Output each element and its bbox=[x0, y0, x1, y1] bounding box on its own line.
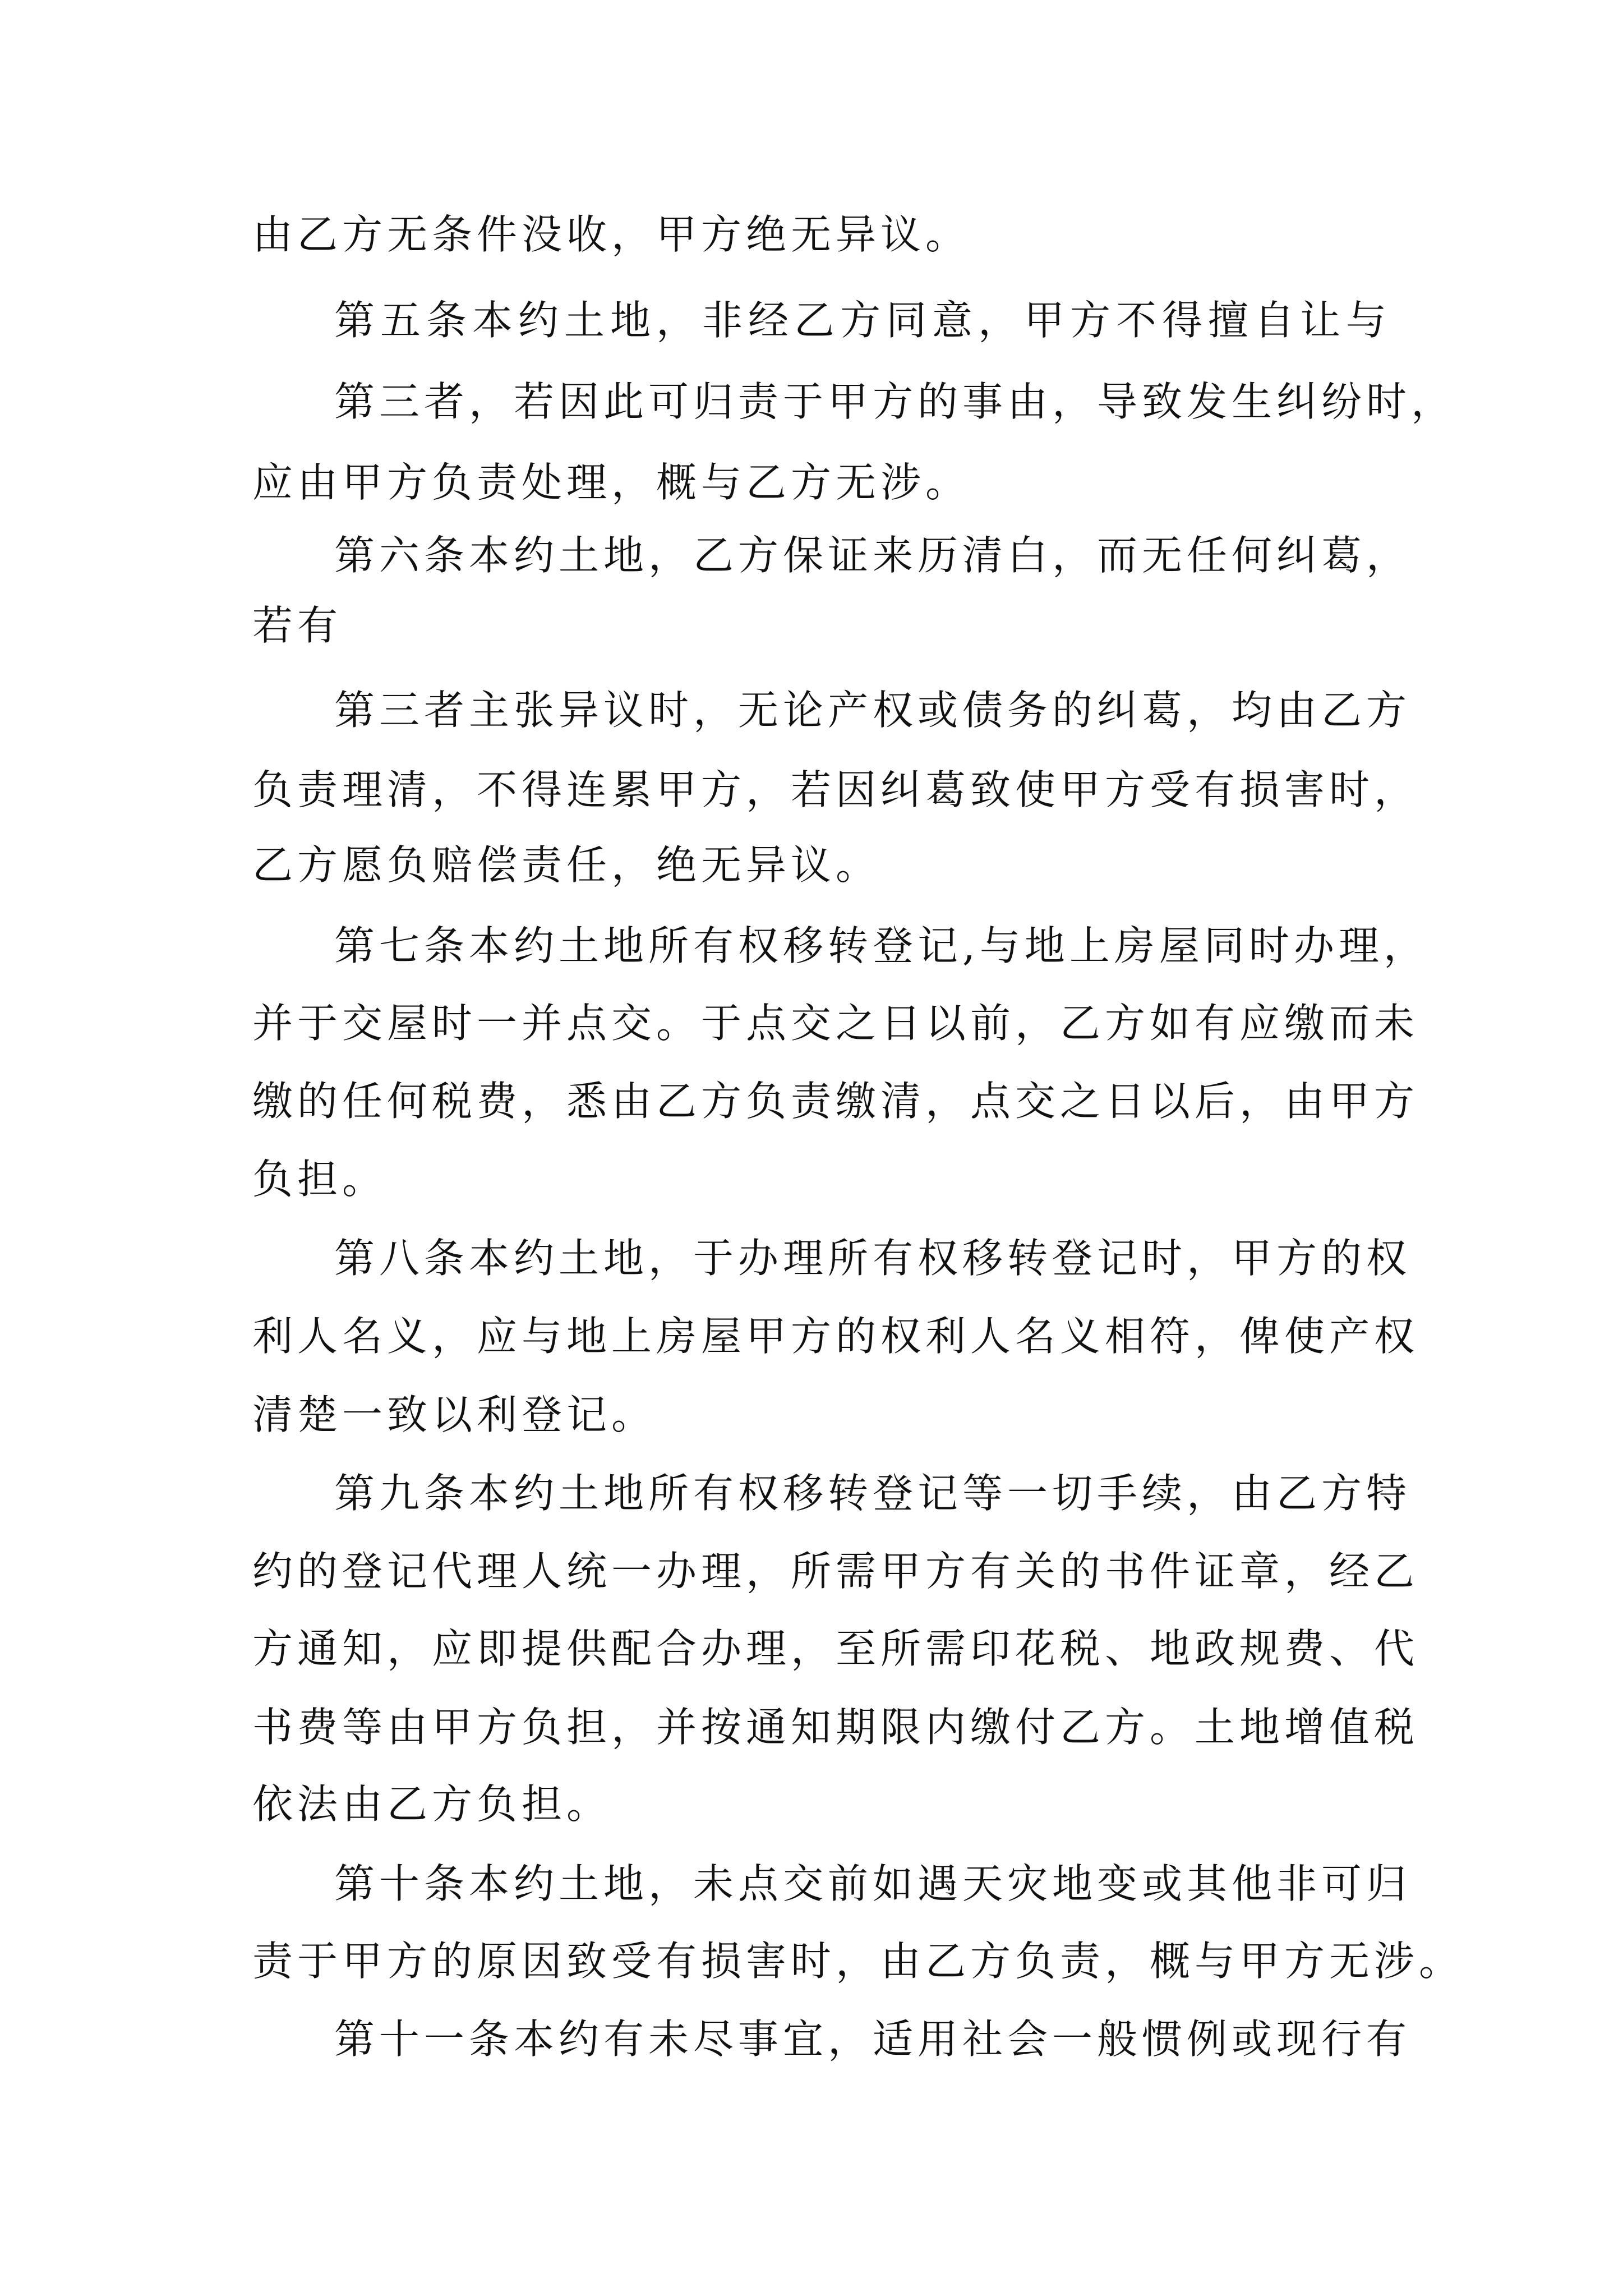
text-line: 第三者，若因此可归责于甲方的事由，导致发生纠纷时， bbox=[334, 378, 1456, 425]
text-line: 第八条本约土地，于办理所有权移转登记时，甲方的权 bbox=[334, 1235, 1412, 1282]
text-line: 第十一条本约有未尽事宜，适用社会一般惯例或现行有 bbox=[334, 2016, 1412, 2063]
text-line: 第九条本约土地所有权移转登记等一切手续，由乙方特 bbox=[334, 1470, 1412, 1517]
text-line: 缴的任何税费，悉由乙方负责缴清，点交之日以后，由甲方 bbox=[252, 1078, 1419, 1125]
text-line: 乙方愿负赔偿责任，绝无异议。 bbox=[252, 841, 881, 889]
text-line: 由乙方无条件没收，甲方绝无异议。 bbox=[252, 211, 971, 258]
text-line: 利人名义，应与地上房屋甲方的权利人名义相符，俾使产权 bbox=[252, 1313, 1419, 1360]
text-line: 方通知，应即提供配合办理，至所需印花税、地政规费、代 bbox=[252, 1625, 1419, 1672]
text-line: 并于交屋时一并点交。于点交之日以前，乙方如有应缴而未 bbox=[252, 1000, 1419, 1047]
text-line: 第七条本约土地所有权移转登记,与地上房屋同时办理， bbox=[334, 922, 1428, 969]
text-line: 约的登记代理人统一办理，所需甲方有关的书件证章，经乙 bbox=[252, 1548, 1419, 1595]
text-line: 第六条本约土地，乙方保证来历清白，而无任何纠葛， bbox=[334, 532, 1412, 579]
text-line: 应由甲方负责处理，概与乙方无涉。 bbox=[252, 459, 971, 506]
text-line: 若有 bbox=[252, 602, 343, 649]
text-line: 第三者主张异议时，无论产权或债务的纠葛，均由乙方 bbox=[334, 687, 1412, 734]
text-line: 第五条本约土地，非经乙方同意，甲方不得擅自让与 bbox=[334, 297, 1391, 344]
text-line: 依法由乙方负担。 bbox=[252, 1780, 612, 1828]
text-line: 负责理清，不得连累甲方，若因纠葛致使甲方受有损害时， bbox=[252, 766, 1419, 813]
text-line: 清楚一致以利登记。 bbox=[252, 1391, 657, 1438]
text-line: 负担。 bbox=[252, 1156, 388, 1203]
text-line: 责于甲方的原因致受有损害时，由乙方负责，概与甲方无涉。 bbox=[252, 1938, 1464, 1985]
text-line: 书费等由甲方负担，并按通知期限内缴付乙方。土地增值税 bbox=[252, 1704, 1419, 1751]
text-line: 第十条本约土地，未点交前如遇天灾地变或其他非可归 bbox=[334, 1860, 1412, 1907]
